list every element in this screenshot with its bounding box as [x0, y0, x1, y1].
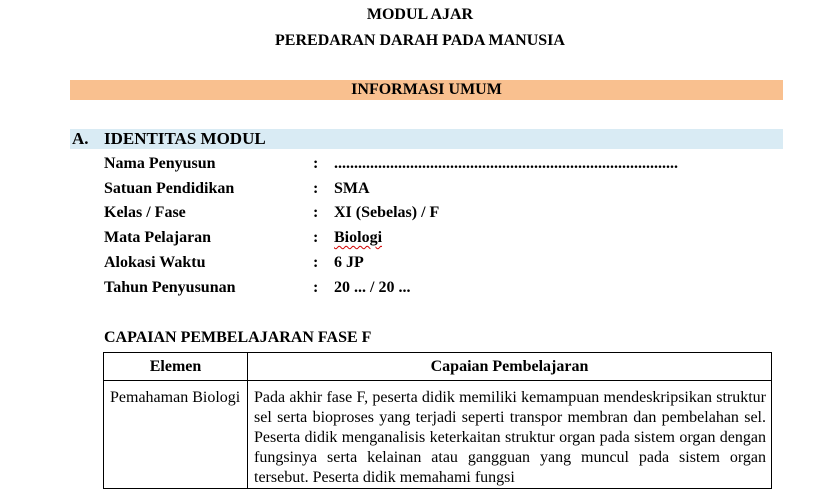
table-header-row	[104, 353, 772, 381]
column-header-capaian: Capaian Pembelajaran	[248, 353, 772, 381]
element-cell: Pemahaman Biologi	[104, 381, 248, 489]
identity-label: Nama Penyusun	[104, 155, 216, 172]
identity-value: ......................................................................................	[334, 155, 678, 172]
identity-colon: :	[313, 254, 319, 271]
column-header-elemen: Elemen	[104, 353, 248, 381]
module-subtitle: PEREDARAN DARAH PADA MANUSIA	[275, 32, 565, 49]
cp-table	[103, 352, 772, 489]
identity-value: SMA	[334, 180, 370, 197]
identity-label: Tahun Penyusunan	[104, 279, 236, 296]
identity-label: Mata Pelajaran	[104, 229, 212, 246]
identity-colon: :	[313, 279, 319, 296]
module-title: MODUL AJAR	[366, 6, 474, 23]
identity-colon: :	[313, 155, 319, 172]
identity-value: XI (Sebelas) / F	[334, 204, 440, 221]
section-banner-informasi-umum: INFORMASI UMUM	[70, 80, 783, 100]
section-a-letter: A.	[72, 129, 89, 148]
description-cell: Pada akhir fase F, peserta didik memiliki kemampuan mendeskripsikan struktur sel serta bioproses yang terjadi seperti transpor membran dan pembelahan sel. Peserta didik menganalisis keterkaitan struktur organ pada sistem organ dengan fungsinya serta kelainan atau gangguan yang muncul pada sistem organ tersebut. Peserta didik memahami fungsi	[248, 381, 772, 489]
identity-label: Alokasi Waktu	[104, 254, 206, 271]
cp-heading: CAPAIAN PEMBELAJARAN FASE F	[104, 329, 372, 346]
identity-colon: :	[313, 180, 319, 197]
identity-colon: :	[313, 204, 319, 221]
identity-value: Biologi	[334, 229, 383, 246]
identity-label: Satuan Pendidikan	[104, 180, 235, 197]
identity-value: 6 JP	[334, 254, 364, 271]
identity-colon: :	[313, 229, 319, 246]
identity-value: 20 ... / 20 ...	[334, 279, 411, 296]
section-a-title: IDENTITAS MODUL	[104, 129, 266, 148]
identity-label: Kelas / Fase	[104, 204, 186, 221]
table-row	[104, 381, 772, 489]
